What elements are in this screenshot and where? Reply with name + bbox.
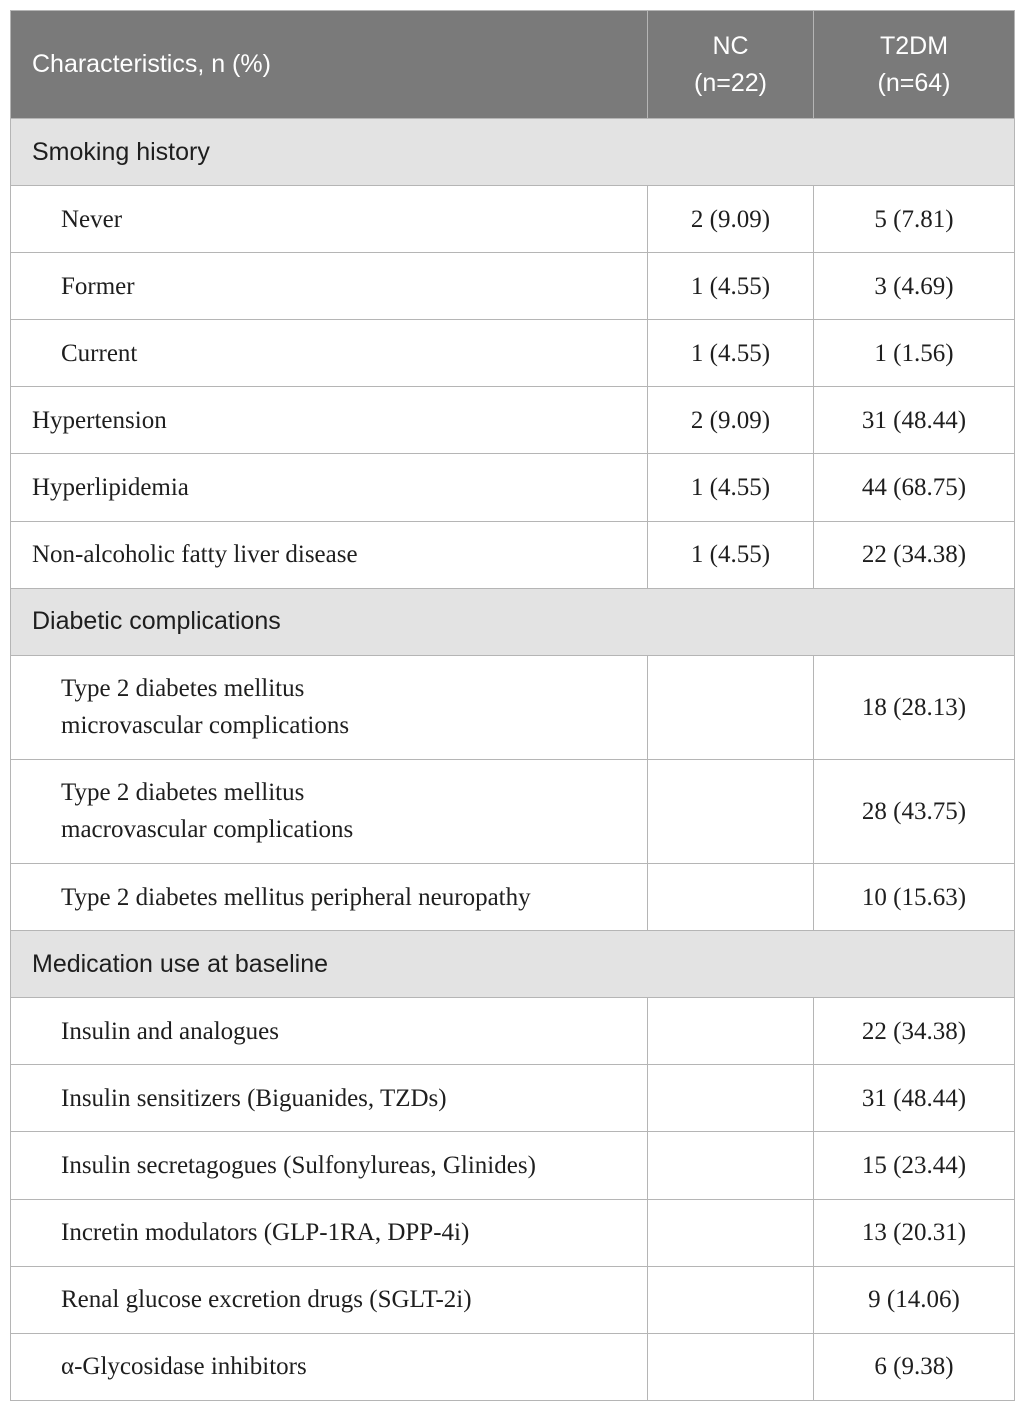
table-row (11, 521, 1015, 588)
table-row (11, 186, 1015, 253)
table-row (11, 320, 1015, 387)
row-label: Hypertension (11, 387, 648, 454)
nc-value: 1 (4.55) (648, 521, 814, 588)
row-label: Hyperlipidemia (11, 454, 648, 521)
t2dm-value: 5 (7.81) (814, 186, 1015, 253)
table-row (11, 1065, 1015, 1132)
header-nc-count: (n=22) (694, 68, 767, 97)
nc-value: 1 (4.55) (648, 253, 814, 320)
nc-value: 1 (4.55) (648, 320, 814, 387)
table-row (11, 1199, 1015, 1266)
t2dm-value: 31 (48.44) (814, 387, 1015, 454)
section-row-smoking (11, 119, 1015, 186)
table-row (11, 1266, 1015, 1333)
header-t2dm (814, 11, 1015, 119)
row-label-line: Type 2 diabetes mellitus (61, 675, 305, 703)
header-t2dm-count: (n=64) (877, 68, 951, 97)
header-characteristics: Characteristics, n (%) (11, 11, 648, 119)
t2dm-value: 9 (14.06) (814, 1266, 1015, 1333)
t2dm-value: 3 (4.69) (814, 253, 1015, 320)
table-row (11, 387, 1015, 454)
table-row (11, 759, 1015, 863)
nc-value (648, 998, 814, 1065)
t2dm-value: 28 (43.75) (814, 759, 1015, 863)
nc-value (648, 1333, 814, 1400)
header-nc (648, 11, 814, 119)
section-title: Diabetic complications (11, 588, 1015, 655)
row-label: Renal glucose excretion drugs (SGLT-2i) (11, 1266, 648, 1333)
row-label (11, 655, 648, 759)
row-label-line: microvascular complications (61, 712, 350, 740)
t2dm-value: 15 (23.44) (814, 1132, 1015, 1199)
t2dm-value: 31 (48.44) (814, 1065, 1015, 1132)
nc-value: 1 (4.55) (648, 454, 814, 521)
table-row (11, 998, 1015, 1065)
nc-value (648, 1199, 814, 1266)
row-label: Former (11, 253, 648, 320)
row-label: α-Glycosidase inhibitors (11, 1333, 648, 1400)
nc-value: 2 (9.09) (648, 387, 814, 454)
row-label: Non-alcoholic fatty liver disease (11, 521, 648, 588)
table-row (11, 454, 1015, 521)
section-row-medication (11, 931, 1015, 998)
nc-value (648, 864, 814, 931)
nc-value (648, 1266, 814, 1333)
row-label: Type 2 diabetes mellitus peripheral neuropathy (11, 864, 648, 931)
characteristics-table (10, 10, 1015, 1401)
t2dm-value: 18 (28.13) (814, 655, 1015, 759)
t2dm-value: 1 (1.56) (814, 320, 1015, 387)
t2dm-value: 6 (9.38) (814, 1333, 1015, 1400)
row-label: Never (11, 186, 648, 253)
table-row (11, 1132, 1015, 1199)
header-nc-name: NC (712, 31, 749, 60)
t2dm-value: 44 (68.75) (814, 454, 1015, 521)
t2dm-value: 10 (15.63) (814, 864, 1015, 931)
table-header-row (11, 11, 1015, 119)
table-row (11, 864, 1015, 931)
row-label: Insulin and analogues (11, 998, 648, 1065)
t2dm-value: 22 (34.38) (814, 998, 1015, 1065)
header-t2dm-name: T2DM (879, 31, 949, 60)
table-row (11, 655, 1015, 759)
row-label: Insulin secretagogues (Sulfonylureas, Glinides) (11, 1132, 648, 1199)
row-label-line: macrovascular complications (61, 816, 354, 844)
row-label (11, 759, 648, 863)
t2dm-value: 13 (20.31) (814, 1199, 1015, 1266)
section-row-complications (11, 588, 1015, 655)
nc-value (648, 655, 814, 759)
table-row (11, 1333, 1015, 1400)
row-label: Insulin sensitizers (Biguanides, TZDs) (11, 1065, 648, 1132)
row-label: Current (11, 320, 648, 387)
nc-value: 2 (9.09) (648, 186, 814, 253)
table-row (11, 253, 1015, 320)
section-title: Smoking history (11, 119, 1015, 186)
row-label: Incretin modulators (GLP-1RA, DPP-4i) (11, 1199, 648, 1266)
nc-value (648, 759, 814, 863)
nc-value (648, 1132, 814, 1199)
section-title: Medication use at baseline (11, 931, 1015, 998)
nc-value (648, 1065, 814, 1132)
row-label-line: Type 2 diabetes mellitus (61, 779, 305, 807)
t2dm-value: 22 (34.38) (814, 521, 1015, 588)
